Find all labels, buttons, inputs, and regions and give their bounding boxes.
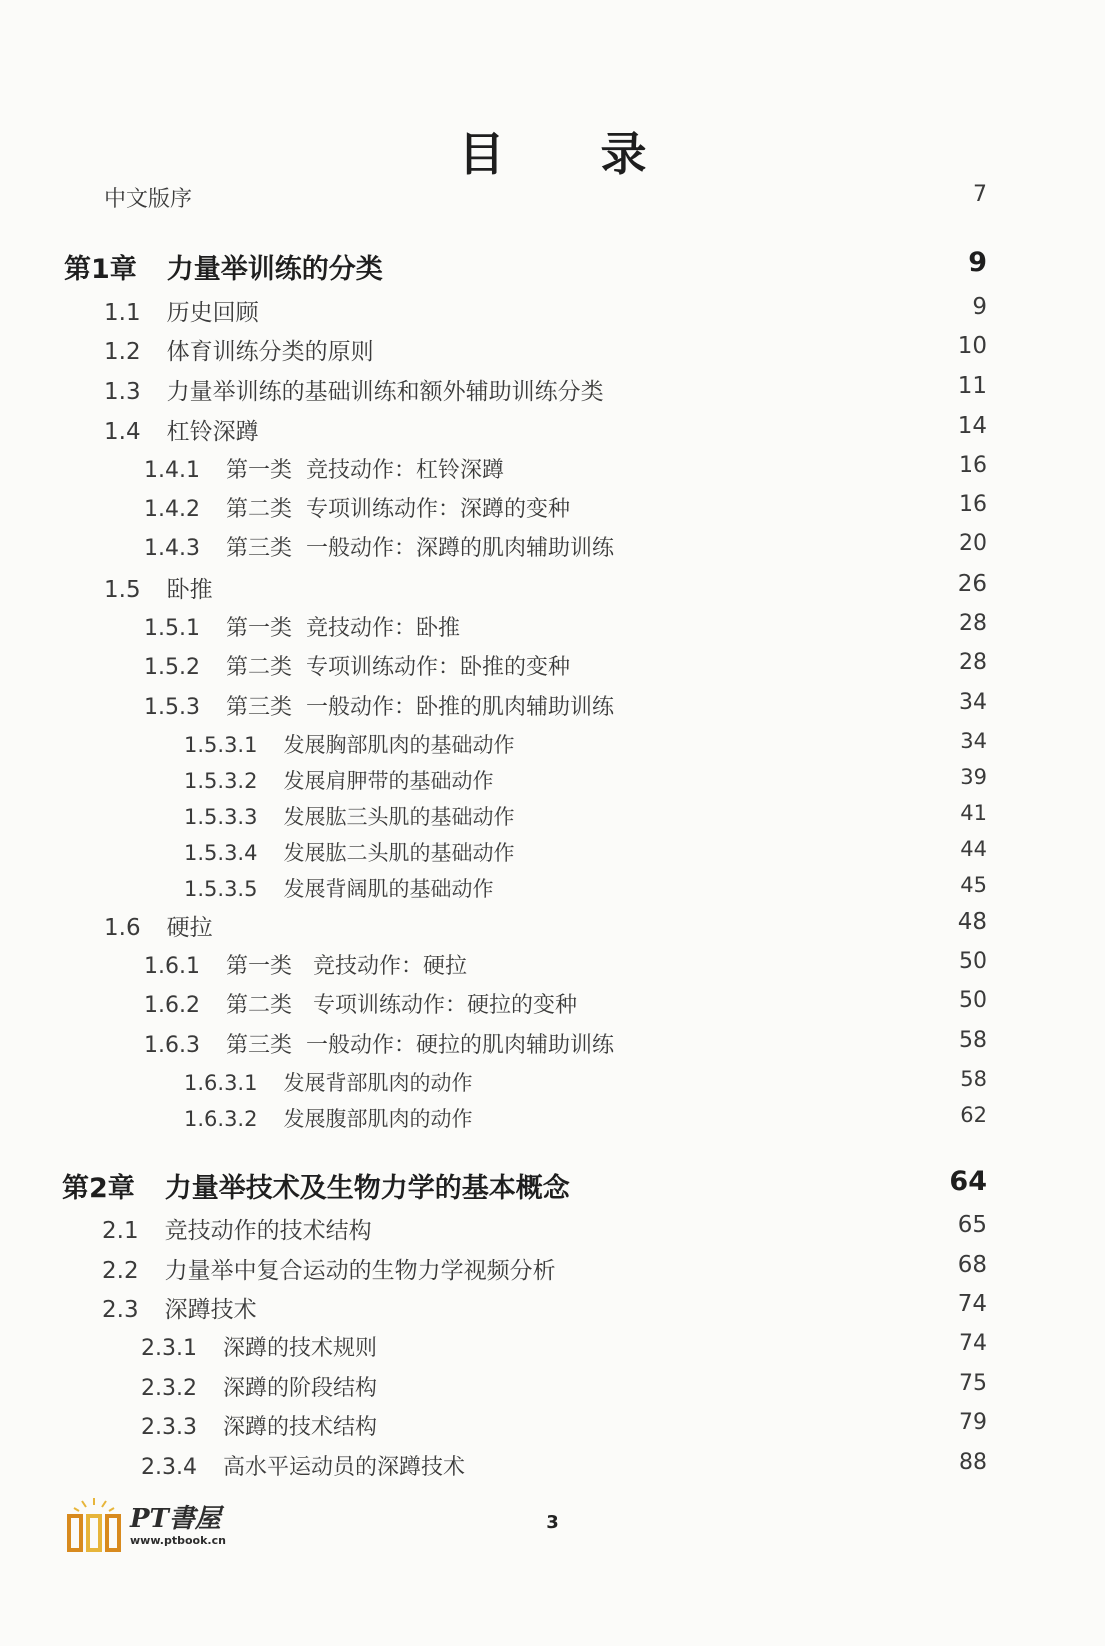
toc-entry-title: 中文版序 bbox=[104, 187, 193, 212]
toc-entry-page: 79 bbox=[959, 1410, 987, 1435]
toc-entry-label bbox=[184, 873, 493, 903]
toc-entry-title: 卧推 bbox=[166, 577, 213, 603]
toc-entry-label bbox=[144, 531, 614, 562]
toc-entry-title: 深蹲的阶段结构 bbox=[222, 1376, 377, 1401]
toc-entry-page: 9 bbox=[972, 294, 987, 320]
toc-entry-number: 2.3.2 bbox=[141, 1376, 197, 1401]
toc-entry-label bbox=[144, 690, 614, 721]
toc-entry-number: 1.3 bbox=[104, 379, 141, 405]
toc-entry-label bbox=[184, 1067, 472, 1097]
toc-entry-page: 14 bbox=[957, 413, 987, 439]
toc-entry-page: 45 bbox=[960, 873, 987, 897]
toc-entry-label bbox=[184, 801, 514, 831]
toc-entry-page: 16 bbox=[959, 453, 987, 478]
toc-entry-label bbox=[102, 1291, 257, 1324]
toc-entry-number: 2.2 bbox=[102, 1258, 139, 1284]
toc-entry-title: 第二类 专项训练动作：卧推的变种 bbox=[225, 655, 570, 680]
toc-entry-page: 62 bbox=[960, 1103, 987, 1127]
toc-entry-label bbox=[144, 1028, 614, 1059]
toc-entry-label bbox=[144, 949, 467, 980]
toc-entry-page: 7 bbox=[973, 182, 987, 207]
toc-entry-number: 1.2 bbox=[104, 339, 141, 365]
toc-entry-title: 发展背部肌肉的动作 bbox=[283, 1071, 473, 1095]
toc-entry-label bbox=[102, 1252, 556, 1285]
toc-entry-number: 1.4.1 bbox=[144, 458, 200, 483]
toc-entry-number: 1.5.3.5 bbox=[184, 877, 258, 901]
toc-entry-title: 发展背阔肌的基础动作 bbox=[283, 877, 494, 901]
toc-entry-label bbox=[144, 492, 570, 523]
toc-entry-number: 1.1 bbox=[104, 300, 141, 326]
toc-entry-page: 44 bbox=[960, 837, 987, 861]
toc-entry-title: 发展胸部肌肉的基础动作 bbox=[283, 733, 515, 757]
toc-entry-page: 58 bbox=[959, 1028, 987, 1053]
toc-entry-number: 1.4.2 bbox=[144, 497, 200, 522]
toc-entry-page: 10 bbox=[957, 333, 987, 359]
toc-entry-title: 第一类 竞技动作：硬拉 bbox=[225, 954, 467, 979]
toc-entry-title: 第二类 专项训练动作：硬拉的变种 bbox=[225, 993, 577, 1018]
toc-entry-page: 50 bbox=[959, 949, 987, 974]
toc-entry-number: 1.5.3.2 bbox=[184, 769, 258, 793]
toc-entry-title: 高水平运动员的深蹲技术 bbox=[222, 1455, 465, 1480]
toc-entry-label bbox=[144, 988, 577, 1019]
logo-name: PT書屋 bbox=[130, 1504, 221, 1534]
toc-entry-number: 1.6.3.2 bbox=[184, 1107, 258, 1131]
toc-entry-number: 1.5.3.1 bbox=[184, 733, 258, 757]
toc-entry-title: 力量举中复合运动的生物力学视频分析 bbox=[164, 1258, 556, 1284]
toc-entry-number: 2.3.4 bbox=[141, 1455, 197, 1480]
page-number: 3 bbox=[546, 1512, 559, 1533]
toc-entry-title: 硬拉 bbox=[166, 915, 213, 941]
toc-entry-number: 2.3.3 bbox=[141, 1415, 197, 1440]
toc-entry-label bbox=[184, 1103, 472, 1133]
toc-entry-number: 1.6.2 bbox=[144, 993, 200, 1018]
toc-entry-number: 第1章 bbox=[64, 254, 137, 285]
toc-entry-page: 58 bbox=[960, 1067, 987, 1091]
toc-entry-page: 34 bbox=[959, 690, 987, 715]
toc-entry-label bbox=[144, 611, 460, 642]
toc-entry-page: 48 bbox=[957, 909, 987, 935]
toc-entry-title: 发展腹部肌肉的动作 bbox=[283, 1107, 473, 1131]
toc-entry-label bbox=[184, 837, 514, 867]
toc-entry-number: 1.5 bbox=[104, 577, 141, 603]
toc-entry-number: 1.6.3 bbox=[144, 1033, 200, 1058]
toc-entry-label bbox=[141, 1410, 377, 1441]
toc-entry-title: 杠铃深蹲 bbox=[166, 419, 259, 445]
toc-entry-label bbox=[144, 453, 504, 484]
toc-entry-title: 第一类 竞技动作：杠铃深蹲 bbox=[225, 458, 504, 483]
toc-entry-number: 1.5.3.3 bbox=[184, 805, 258, 829]
toc-entry-title: 发展肱二头肌的基础动作 bbox=[283, 841, 515, 865]
toc-entry-page: 28 bbox=[959, 650, 987, 675]
toc-entry-label bbox=[104, 571, 213, 604]
toc-entry-page: 88 bbox=[959, 1450, 987, 1475]
toc-entry-title: 力量举技术及生物力学的基本概念 bbox=[164, 1173, 570, 1204]
toc-entry-page: 68 bbox=[957, 1252, 987, 1278]
toc-entry-label bbox=[104, 182, 192, 213]
toc-entry-title: 发展肱三头肌的基础动作 bbox=[283, 805, 515, 829]
toc-entry-label bbox=[141, 1331, 377, 1362]
toc-entry-number: 1.4.3 bbox=[144, 536, 200, 561]
toc-entry-number: 2.3.1 bbox=[141, 1336, 197, 1361]
toc-entry-page: 41 bbox=[960, 801, 987, 825]
toc-entry-label bbox=[184, 765, 493, 795]
toc-entry-title: 力量举训练的基础训练和额外辅助训练分类 bbox=[166, 379, 604, 405]
toc-entry-page: 26 bbox=[957, 571, 987, 597]
toc-entry-title: 深蹲的技术规则 bbox=[222, 1336, 377, 1361]
toc-entry-label bbox=[144, 650, 570, 681]
toc-entry-number: 1.5.1 bbox=[144, 616, 200, 641]
toc-entry-title: 发展肩胛带的基础动作 bbox=[283, 769, 494, 793]
toc-entry-page: 9 bbox=[968, 247, 987, 278]
toc-entry-number: 1.6.1 bbox=[144, 954, 200, 979]
toc-entry-number: 第2章 bbox=[62, 1173, 135, 1204]
toc-entry-title: 体育训练分类的原则 bbox=[166, 339, 374, 365]
toc-entry-title: 力量举训练的分类 bbox=[166, 254, 383, 285]
toc-entry-page: 20 bbox=[959, 531, 987, 556]
toc-entry-label bbox=[62, 1166, 570, 1205]
toc-entry-title: 竞技动作的技术结构 bbox=[164, 1218, 372, 1244]
logo-url: www.ptbook.cn bbox=[130, 1534, 226, 1547]
toc-entry-label bbox=[184, 729, 514, 759]
toc-entry-title: 第三类 一般动作：硬拉的肌肉辅助训练 bbox=[225, 1033, 614, 1058]
toc-entry-title: 第三类 一般动作：深蹲的肌肉辅助训练 bbox=[225, 536, 614, 561]
page-title: 目 录 bbox=[458, 127, 687, 181]
toc-entry-page: 74 bbox=[957, 1291, 987, 1317]
toc-entry-number: 1.6.3.1 bbox=[184, 1071, 258, 1095]
toc-entry-label bbox=[102, 1212, 372, 1245]
toc-entry-number: 2.3 bbox=[102, 1297, 139, 1323]
toc-entry-number: 2.1 bbox=[102, 1218, 139, 1244]
toc-entry-title: 第三类 一般动作：卧推的肌肉辅助训练 bbox=[225, 695, 614, 720]
toc-entry-label bbox=[104, 333, 374, 366]
toc-entry-title: 深蹲的技术结构 bbox=[222, 1415, 377, 1440]
toc-entry-title: 历史回顾 bbox=[166, 300, 259, 326]
toc-entry-page: 74 bbox=[959, 1331, 987, 1356]
toc-entry-label bbox=[104, 413, 259, 446]
toc-entry-title: 第二类 专项训练动作：深蹲的变种 bbox=[225, 497, 570, 522]
toc-entry-number: 1.5.2 bbox=[144, 655, 200, 680]
toc-entry-page: 50 bbox=[959, 988, 987, 1013]
toc-entry-label bbox=[104, 373, 604, 406]
toc-entry-page: 11 bbox=[957, 373, 987, 399]
toc-entry-label bbox=[64, 247, 383, 286]
toc-entry-number: 1.6 bbox=[104, 915, 141, 941]
toc-entry-number: 1.5.3 bbox=[144, 695, 200, 720]
toc-entry-number: 1.5.3.4 bbox=[184, 841, 258, 865]
toc-entry-label bbox=[104, 294, 259, 327]
toc-entry-title: 第一类 竞技动作：卧推 bbox=[225, 616, 460, 641]
toc-entry-page: 39 bbox=[960, 765, 987, 789]
toc-entry-page: 28 bbox=[959, 611, 987, 636]
toc-entry-page: 16 bbox=[959, 492, 987, 517]
toc-entry-page: 75 bbox=[959, 1371, 987, 1396]
toc-entry-page: 64 bbox=[949, 1166, 987, 1197]
toc-entry-page: 34 bbox=[960, 729, 987, 753]
toc-entry-page: 65 bbox=[957, 1212, 987, 1238]
toc-entry-label bbox=[141, 1450, 465, 1481]
toc-entry-title: 深蹲技术 bbox=[164, 1297, 257, 1323]
toc-entry-number: 1.4 bbox=[104, 419, 141, 445]
toc-entry-label bbox=[104, 909, 213, 942]
toc-entry-label bbox=[141, 1371, 377, 1402]
